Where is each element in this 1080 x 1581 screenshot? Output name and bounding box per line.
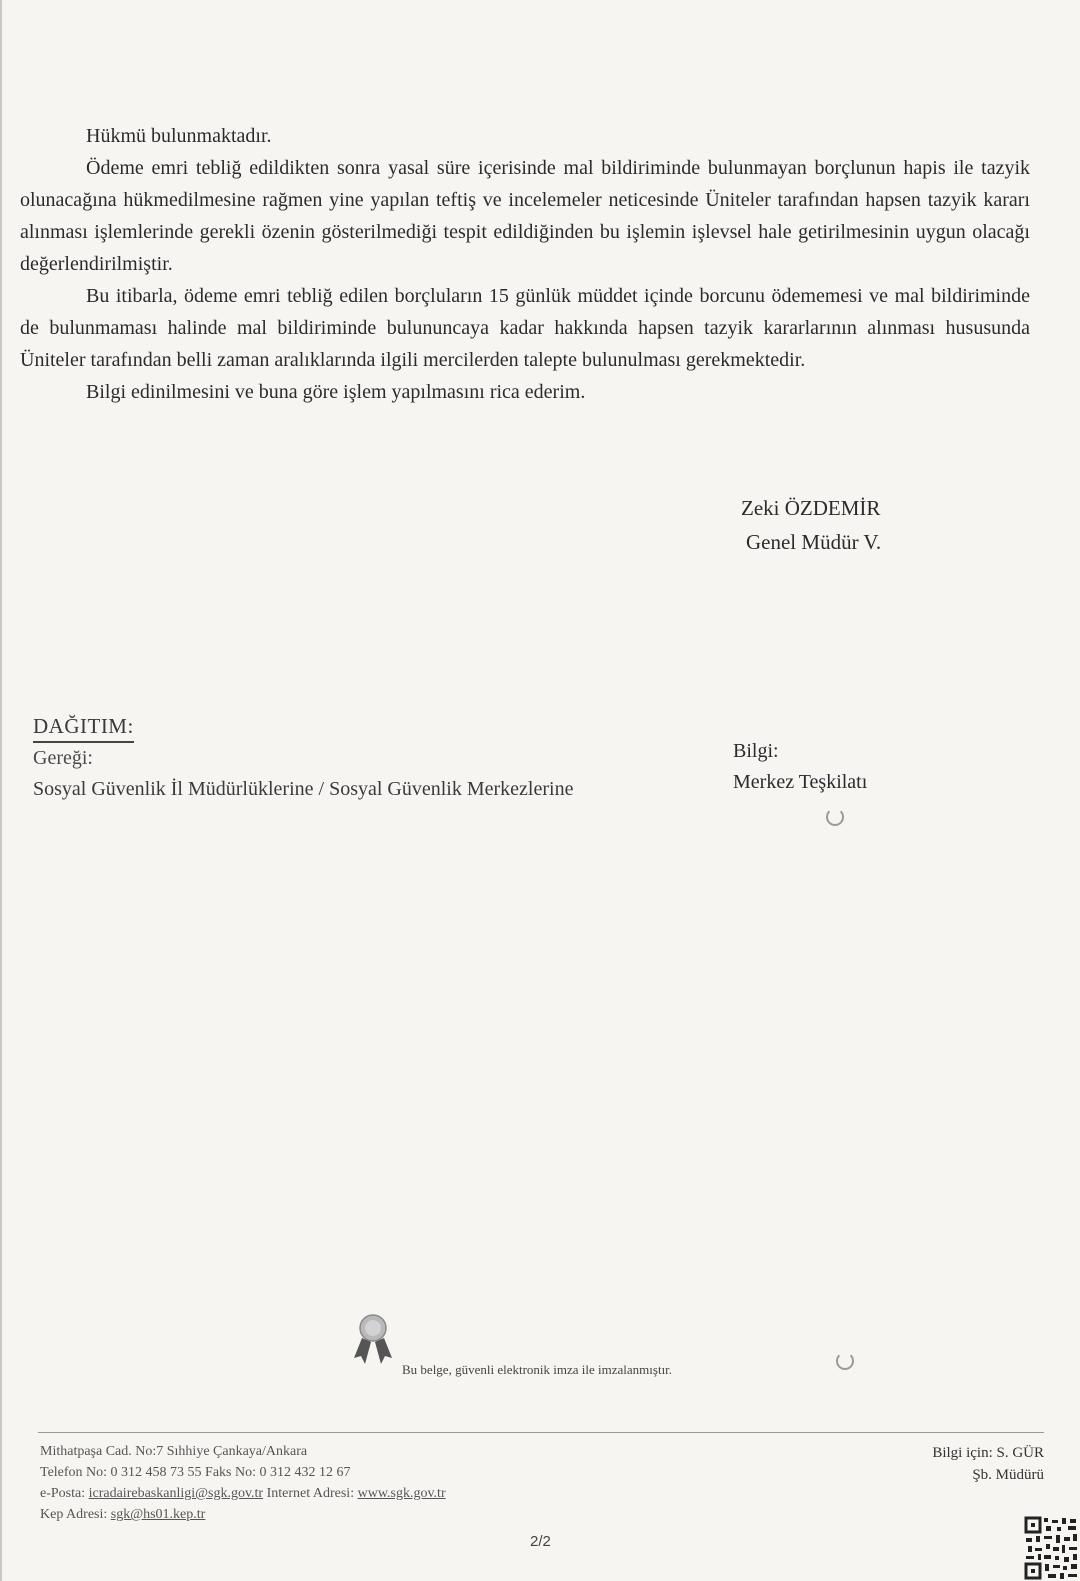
contact-person: Bilgi için: S. GÜR — [932, 1445, 1044, 1461]
punch-ring-icon — [826, 808, 844, 826]
page-edge — [0, 0, 2, 1581]
paragraph-2: Ödeme emri tebliğ edildikten sonra yasal süre içerisinde mal bildiriminde bulunmayan borçlunun hapis ile tazyik olunacağına hükmedilmesine rağmen yine yapılan teftiş ve incelemeler neticesinde Üniteler tarafından hapsen tazyik kararı alınması işlemlerinde gerekli özenin gösterilmediği tespit edildiğinden bu işlemin işlevsel hale getirilmesinin uygun olacağı değerlendirilmiştir. — [20, 157, 1030, 275]
action-recipient-label: Gereği: — [33, 747, 93, 769]
info-recipient-label: Bilgi: — [733, 740, 779, 762]
paragraph-4: Bilgi edinilmesini ve buna göre işlem yapılmasını rica ederim. — [86, 381, 586, 403]
web-link[interactable]: www.sgk.gov.tr — [357, 1486, 446, 1501]
footer-email-row — [40, 1483, 446, 1504]
qr-code-icon — [1024, 1516, 1080, 1581]
signatory-name: Zeki ÖZDEMİR — [741, 496, 881, 520]
info-recipient: Merkez Teşkilatı — [733, 771, 868, 793]
paragraph-1: Hükmü bulunmaktadır. — [86, 125, 272, 147]
punch-ring-icon — [836, 1352, 854, 1370]
web-label: Internet Adresi: — [266, 1486, 355, 1501]
page-number: 2/2 — [530, 1533, 551, 1550]
email-link[interactable]: icradairebaskanligi@sgk.gov.tr — [88, 1486, 264, 1501]
kep-link[interactable]: sgk@hs01.kep.tr — [110, 1507, 206, 1522]
footer-divider — [38, 1432, 1044, 1433]
e-signature-seal-icon — [350, 1312, 396, 1372]
action-recipient: Sosyal Güvenlik İl Müdürlüklerine / Sosyal Güvenlik Merkezlerine — [33, 778, 574, 800]
footer-address: Mithatpaşa Cad. No:7 Sıhhiye Çankaya/Ankara — [40, 1444, 308, 1459]
kep-label: Kep Adresi: — [40, 1507, 108, 1522]
footer-kep-row — [40, 1504, 446, 1525]
footer-info-contact — [932, 1442, 1044, 1486]
distribution-heading: DAĞITIM: — [33, 714, 134, 743]
footer-contact-block — [40, 1441, 446, 1525]
e-signature-note: Bu belge, güvenli elektronik imza ile imzalanmıştır. — [402, 1362, 673, 1377]
letter-body — [20, 120, 1030, 408]
signatory-title: Genel Müdür V. — [746, 530, 882, 554]
paragraph-3: Bu itibarla, ödeme emri tebliğ edilen borçluların 15 günlük müddet içinde borcunu ödememesi ve mal bildiriminde de bulunmaması halinde mal bildiriminde bulununcaya kadar hakkında hapsen tazyik kararlarının alınması hususunda Üniteler tarafından belli zaman aralıklarında ilgili mercilerden talepte bulunulması gerekmektedir. — [20, 285, 1030, 371]
contact-title: Şb. Müdürü — [972, 1467, 1044, 1483]
email-label: e-Posta: — [40, 1486, 86, 1501]
footer-phone: Telefon No: 0 312 458 73 55 Faks No: 0 312 432 12 67 — [40, 1465, 351, 1480]
